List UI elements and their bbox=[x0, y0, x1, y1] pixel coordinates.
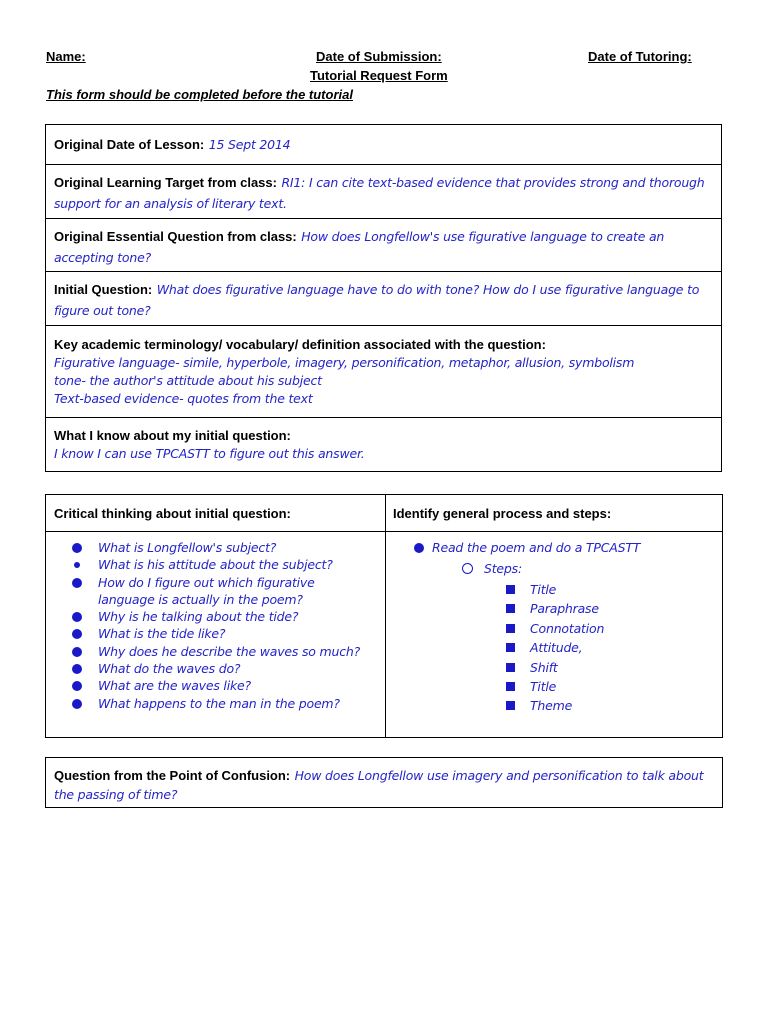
what-i-know-row bbox=[46, 418, 721, 471]
point-of-confusion-label: Question from the Point of Confusion: bbox=[54, 768, 291, 783]
terminology-row bbox=[46, 326, 721, 418]
terminology-item: Figurative language- simile, hyperbole, imagery, personification, metaphor, allusion, symbolism bbox=[54, 355, 635, 370]
form-note: This form should be completed before the tutorial bbox=[46, 87, 353, 102]
list-item: Title bbox=[506, 677, 604, 696]
list-item: What is Longfellow's subject? bbox=[70, 539, 370, 556]
list-item: What is the tide like? bbox=[70, 625, 370, 642]
essential-question-label: Original Essential Question from class: bbox=[54, 229, 297, 244]
list-item: What happens to the man in the poem? bbox=[70, 695, 370, 712]
what-i-know-label: What I know about my initial question: bbox=[54, 428, 291, 443]
essential-question-row bbox=[46, 219, 721, 272]
bullet-icon bbox=[72, 578, 82, 588]
thinking-process-box bbox=[45, 494, 723, 738]
terminology-item: tone- the author's attitude about his subject bbox=[54, 373, 322, 388]
initial-question-row bbox=[46, 272, 721, 326]
steps-list bbox=[506, 580, 604, 716]
square-bullet-icon bbox=[506, 663, 515, 672]
list-item: Theme bbox=[506, 696, 604, 715]
bullet-icon bbox=[72, 612, 82, 622]
form-title: Tutorial Request Form bbox=[310, 68, 448, 83]
name-label: Name: bbox=[46, 49, 86, 64]
bullet-icon bbox=[414, 543, 424, 553]
list-item: What are the waves like? bbox=[70, 677, 370, 694]
square-bullet-icon bbox=[506, 682, 515, 691]
list-item: Attitude, bbox=[506, 638, 604, 657]
bullet-icon bbox=[72, 681, 82, 691]
list-item: What is his attitude about the subject? bbox=[70, 556, 370, 573]
original-date-value: 15 Sept 2014 bbox=[208, 137, 291, 152]
process-steps bbox=[410, 539, 641, 714]
learning-target-label: Original Learning Target from class: bbox=[54, 175, 277, 190]
bullet-icon bbox=[74, 562, 80, 568]
critical-thinking-label: Critical thinking about initial question: bbox=[54, 506, 291, 521]
lesson-info-box bbox=[45, 124, 722, 472]
square-bullet-icon bbox=[506, 585, 515, 594]
learning-target-row bbox=[46, 165, 721, 219]
list-item: Paraphrase bbox=[506, 599, 604, 618]
list-item: What do the waves do? bbox=[70, 660, 370, 677]
bullet-icon bbox=[72, 629, 82, 639]
square-bullet-icon bbox=[506, 701, 515, 710]
date-of-submission-label: Date of Submission: bbox=[316, 49, 442, 64]
square-bullet-icon bbox=[506, 643, 515, 652]
list-item: Why does he describe the waves so much? bbox=[70, 643, 370, 660]
bullet-icon bbox=[72, 647, 82, 657]
terminology-item: Text-based evidence- quotes from the text bbox=[54, 391, 313, 406]
column-divider bbox=[385, 495, 386, 737]
steps-subitem: Steps: bbox=[462, 560, 522, 578]
circle-bullet-icon bbox=[462, 563, 473, 574]
critical-questions-list bbox=[70, 539, 370, 712]
process-steps-label: Identify general process and steps: bbox=[393, 506, 612, 521]
learning-target-value: RI1: I can cite text-based evidence that provides strong and thorough support for an analysis of literary text. bbox=[54, 175, 705, 211]
square-bullet-icon bbox=[506, 604, 515, 613]
original-date-row bbox=[46, 125, 721, 165]
terminology-label: Key academic terminology/ vocabulary/ definition associated with the question: bbox=[54, 337, 546, 352]
initial-question-value: What does figurative language have to do with tone? How do I use figurative language to figure out tone? bbox=[54, 282, 700, 318]
square-bullet-icon bbox=[506, 624, 515, 633]
list-item: Connotation bbox=[506, 619, 604, 638]
list-item: Title bbox=[506, 580, 604, 599]
bullet-icon bbox=[72, 699, 82, 709]
list-item: How do I figure out which figurative language is actually in the poem? bbox=[70, 574, 370, 609]
original-date-label: Original Date of Lesson: bbox=[54, 137, 205, 152]
date-of-tutoring-label: Date of Tutoring: bbox=[588, 49, 692, 64]
initial-question-label: Initial Question: bbox=[54, 282, 153, 297]
bullet-icon bbox=[72, 543, 82, 553]
point-of-confusion-value: How does Longfellow use imagery and personification to talk about the passing of time? bbox=[54, 768, 704, 802]
process-main-item: Read the poem and do a TPCASTT bbox=[410, 539, 640, 557]
essential-question-value: How does Longfellow's use figurative language to create an accepting tone? bbox=[54, 229, 665, 265]
what-i-know-value: I know I can use TPCASTT to figure out this answer. bbox=[54, 446, 365, 461]
bullet-icon bbox=[72, 664, 82, 674]
point-of-confusion-box bbox=[45, 757, 723, 808]
list-item: Why is he talking about the tide? bbox=[70, 608, 370, 625]
list-item: Shift bbox=[506, 658, 604, 677]
